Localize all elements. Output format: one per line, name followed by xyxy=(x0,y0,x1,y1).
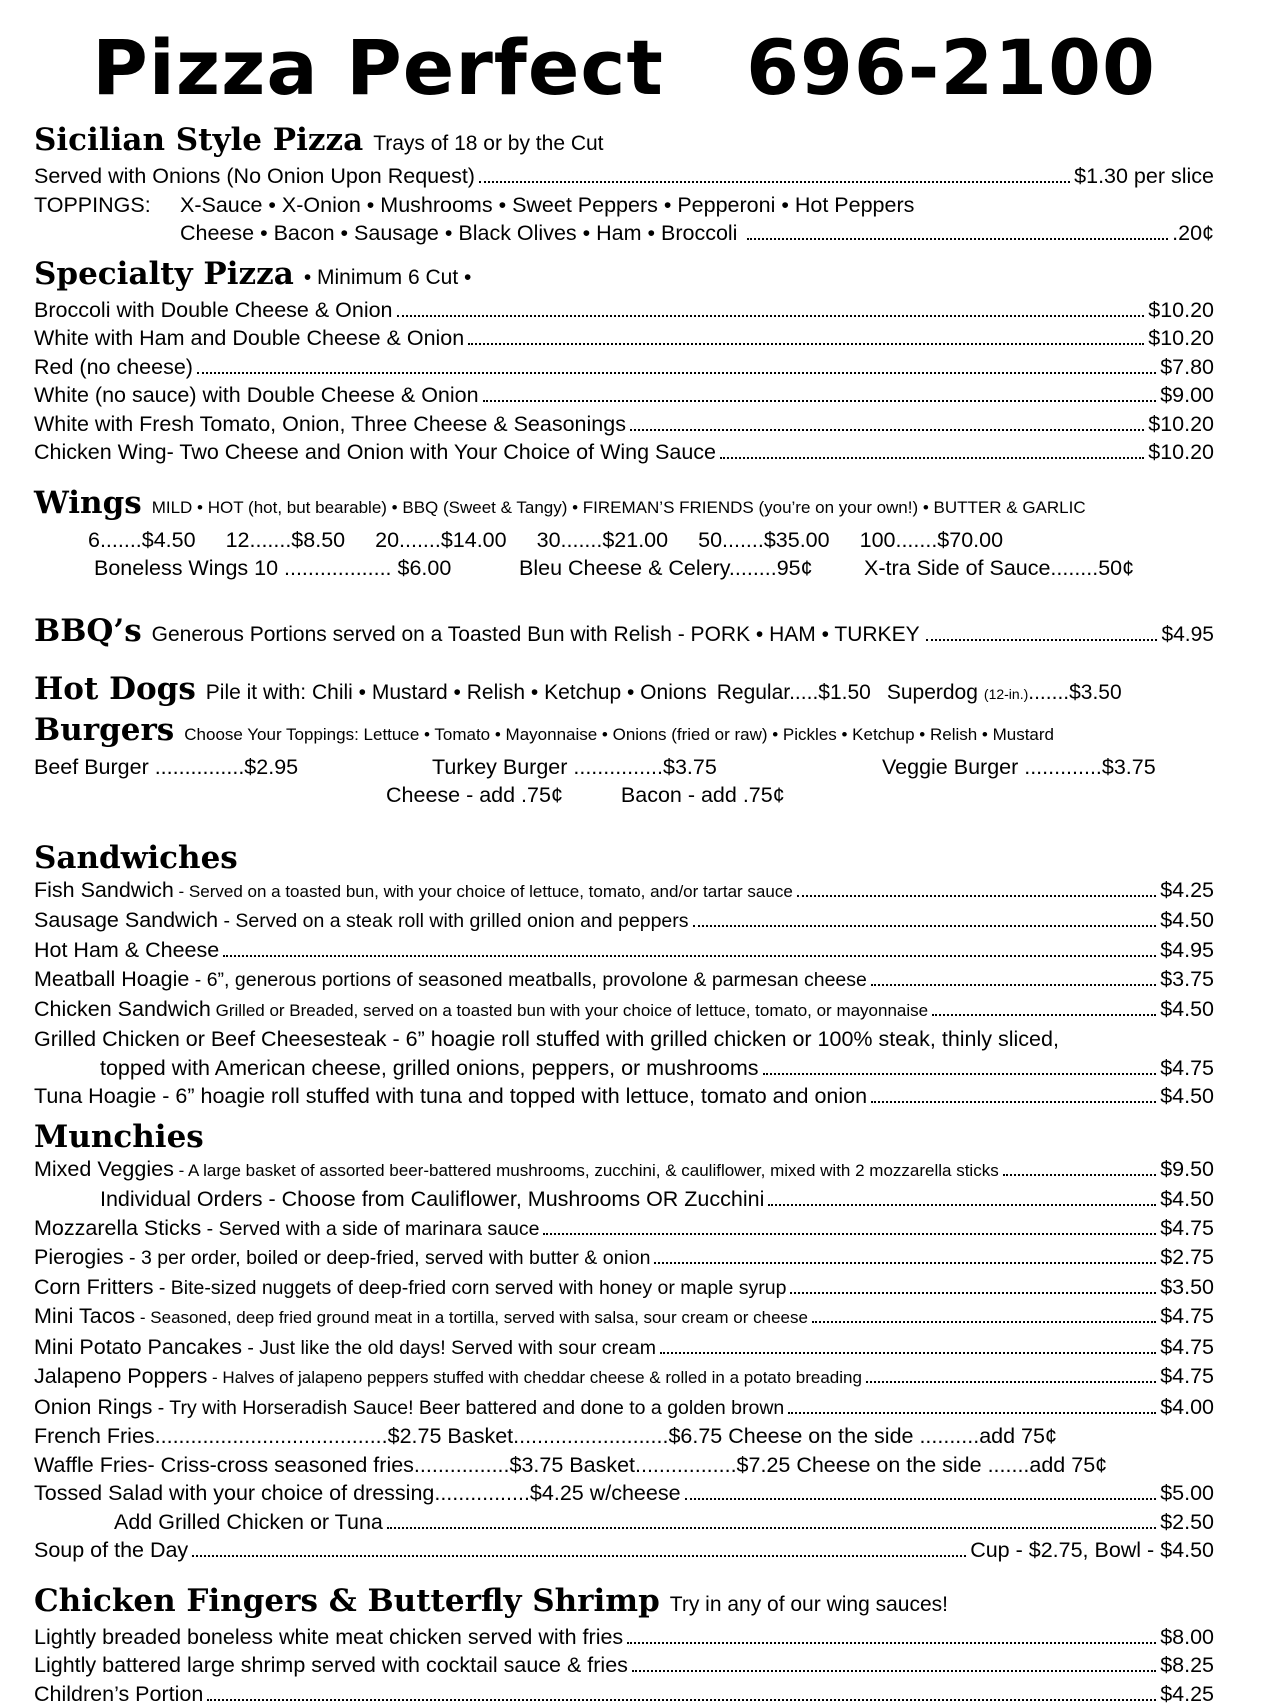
item-name: Served with Onions (No Onion Upon Request) xyxy=(34,162,475,191)
item-name: Sausage Sandwich xyxy=(34,908,218,932)
item-desc: - A large basket of assorted beer-battered mushrooms, zucchini, & cauliflower, mixed with 2 mozzarella sticks xyxy=(174,1161,999,1180)
munchies-heading: Munchies xyxy=(34,1119,1214,1155)
item-name: topped with American cheese, grilled onions, peppers, or mushrooms xyxy=(100,1054,759,1083)
bbq-heading xyxy=(34,613,1214,653)
leader-dots xyxy=(747,238,1168,240)
burgers-heading xyxy=(34,712,1214,753)
wing-count: 12.......$8.50 xyxy=(226,528,346,552)
item-name: White with Fresh Tomato, Onion, Three Cheese & Seasonings xyxy=(34,412,626,436)
item-price: $7.80 xyxy=(1160,353,1214,382)
bbq-title: BBQ’s xyxy=(34,613,142,649)
regular-price: Regular.....$1.50 xyxy=(717,681,871,704)
cheesesteak-line: Grilled Chicken or Beef Cheesesteak - 6” hoagie roll stuffed with grilled chicken or 100% steak, thinly sliced, xyxy=(34,1025,1214,1054)
item-price: $4.25 xyxy=(1160,876,1214,905)
item-price: $4.95 xyxy=(1160,936,1214,965)
item-price: $10.20 xyxy=(1148,324,1214,353)
item-price: $4.50 xyxy=(1160,995,1214,1024)
wings-section xyxy=(34,485,1214,583)
item-name: Waffle Fries- xyxy=(34,1453,155,1477)
menu-item xyxy=(34,1393,1214,1423)
item-price: $8.00 xyxy=(1160,1623,1214,1652)
wing-count: 6.......$4.50 xyxy=(88,528,196,552)
wings-heading xyxy=(34,485,1214,526)
item-price: $10.20 xyxy=(1148,438,1214,467)
munchies-section xyxy=(34,1119,1214,1565)
leader-dots xyxy=(685,1498,1157,1500)
item-name: Fish Sandwich xyxy=(34,878,174,902)
item-name: Pierogies xyxy=(34,1245,124,1269)
menu-item xyxy=(34,162,1214,191)
item-price: $4.75 xyxy=(1160,1054,1214,1083)
item-price: $4.75 xyxy=(1160,1214,1214,1243)
item-desc: - Just like the old days! Served with sour cream xyxy=(242,1337,656,1359)
turkey-burger: Turkey Burger ...............$3.75 xyxy=(432,753,882,782)
bleu-cheese: Bleu Cheese & Celery........95¢ xyxy=(519,554,864,583)
menu-item xyxy=(34,1214,1214,1244)
bbq-section xyxy=(34,613,1214,653)
item-name: Tossed Salad with your choice of dressing................$4.25 w/cheese xyxy=(34,1479,681,1508)
specialty-list xyxy=(34,296,1214,467)
leader-dots xyxy=(660,1352,1156,1354)
leader-dots xyxy=(768,1204,1156,1206)
burger-prices xyxy=(34,753,1214,782)
superdog-size: (12-in.) xyxy=(984,686,1028,702)
sandwich-list xyxy=(34,876,1214,1026)
wing-count: 100.......$70.00 xyxy=(860,528,1003,552)
leader-dots xyxy=(207,1699,1156,1701)
item-desc: Criss-cross seasoned fries................$3.75 Basket.................$7.25 Cheese on the side .......add 75¢ xyxy=(155,1453,1107,1477)
leader-dots xyxy=(812,1321,1156,1323)
item-name: Mini Tacos xyxy=(34,1304,135,1328)
leader-dots xyxy=(790,1292,1156,1294)
leader-dots xyxy=(926,639,1158,641)
toppings-line: X-Sauce • X-Onion • Mushrooms • Sweet Peppers • Pepperoni • Hot Peppers xyxy=(180,191,1214,220)
item-price: $2.75 xyxy=(1160,1243,1214,1272)
menu-item xyxy=(34,1508,1214,1537)
leader-dots xyxy=(543,1233,1156,1235)
item-price: $10.20 xyxy=(1148,296,1214,325)
sandwiches-section xyxy=(34,840,1214,1111)
item-price: $3.75 xyxy=(1160,965,1214,994)
item-name: Red (no cheese) xyxy=(34,355,193,379)
extra-sauce: X-tra Side of Sauce........50¢ xyxy=(864,554,1134,583)
menu-item xyxy=(34,353,1214,382)
leader-dots xyxy=(932,1014,1156,1016)
item-desc: - 6”, generous portions of seasoned meatballs, provolone & parmesan cheese xyxy=(189,969,866,991)
leader-dots xyxy=(483,400,1157,402)
sicilian-title: Sicilian Style Pizza xyxy=(34,122,363,158)
item-desc: - Served with a side of marinara sauce xyxy=(201,1218,539,1240)
leader-dots xyxy=(468,343,1144,345)
item-name: Meatball Hoagie xyxy=(34,967,189,991)
item-price: $4.75 xyxy=(1160,1333,1214,1362)
page-title: Pizza Perfect 696-2100 xyxy=(34,22,1214,114)
item-name: Mixed Veggies xyxy=(34,1157,174,1181)
leader-dots xyxy=(871,984,1156,986)
hotdogs-note: Pile it with: Chili • Mustard • Relish • Ketchup • Onions xyxy=(206,681,707,704)
item-price: $2.50 xyxy=(1160,1508,1214,1537)
item-price: $4.95 xyxy=(1161,617,1214,653)
menu-item xyxy=(34,324,1214,353)
menu-item xyxy=(34,1082,1214,1111)
menu-item xyxy=(34,936,1214,966)
menu-item xyxy=(34,1479,1214,1508)
item-price: Cup - $2.75, Bowl - $4.50 xyxy=(970,1536,1214,1565)
fingers-heading xyxy=(34,1583,1214,1623)
item-name: Mozzarella Sticks xyxy=(34,1216,201,1240)
wings-note: MILD • HOT (hot, but bearable) • BBQ (Sweet & Tangy) • FIREMAN’S FRIENDS (you’re on your own!) • BUTTER & GARLIC xyxy=(152,498,1086,517)
item-desc: - Served on a steak roll with grilled onion and peppers xyxy=(218,910,688,932)
beef-burger: Beef Burger ...............$2.95 xyxy=(34,753,432,782)
boneless-wings: Boneless Wings 10 .................. $6.00 xyxy=(94,554,519,583)
bacon-addon: Bacon - add .75¢ xyxy=(621,783,785,807)
leader-dots xyxy=(197,372,1156,374)
menu-item xyxy=(34,1273,1214,1303)
item-name: Hot Ham & Cheese xyxy=(34,938,219,962)
leader-dots xyxy=(1003,1174,1156,1176)
menu-item xyxy=(34,296,1214,325)
item-name: Chicken Wing- Two Cheese and Onion with Your Choice of Wing Sauce xyxy=(34,440,716,464)
leader-dots xyxy=(763,1073,1157,1075)
item-price: $1.30 per slice xyxy=(1074,162,1214,191)
item-price: $9.00 xyxy=(1160,381,1214,410)
leader-dots xyxy=(693,925,1157,927)
menu-item xyxy=(34,1155,1214,1186)
item-desc: Grilled or Breaded, served on a toasted bun with your choice of lettuce, tomato, or mayonnaise xyxy=(211,1001,928,1020)
item-name: Chicken Sandwich xyxy=(34,997,211,1021)
leader-dots xyxy=(788,1412,1156,1414)
leader-dots xyxy=(192,1555,966,1557)
menu-item xyxy=(34,1623,1214,1652)
specialty-note: • Minimum 6 Cut • xyxy=(304,266,472,289)
bbq-note: Generous Portions served on a Toasted Bun with Relish - PORK • HAM • TURKEY xyxy=(152,617,920,653)
item-price: $3.50 xyxy=(1160,1273,1214,1302)
menu-item xyxy=(34,1362,1214,1393)
item-name: Individual Orders - Choose from Cauliflower, Mushrooms OR Zucchini xyxy=(100,1185,764,1214)
item-name: White (no sauce) with Double Cheese & Onion xyxy=(34,383,479,407)
item-name: Lightly breaded boneless white meat chicken served with fries xyxy=(34,1625,623,1649)
item-desc: - 3 per order, boiled or deep-fried, served with butter & onion xyxy=(124,1247,651,1269)
menu-item xyxy=(34,1243,1214,1273)
toppings-row xyxy=(34,219,1214,248)
menu-item xyxy=(34,1333,1214,1363)
fingers-list xyxy=(34,1623,1214,1708)
item-desc: - Halves of jalapeno peppers stuffed with cheddar cheese & rolled in a potato breading xyxy=(207,1368,862,1387)
wing-count: 50.......$35.00 xyxy=(698,528,830,552)
menu-item xyxy=(34,995,1214,1026)
hotdogs-title: Hot Dogs xyxy=(34,671,196,707)
wing-count: 20.......$14.00 xyxy=(375,528,507,552)
burger-addons xyxy=(34,781,1214,810)
item-name: Onion Rings xyxy=(34,1395,152,1419)
sicilian-section xyxy=(34,122,1214,248)
item-name: Add Grilled Chicken or Tuna xyxy=(114,1508,383,1537)
item-desc: - Bite-sized nuggets of deep-fried corn served with honey or maple syrup xyxy=(153,1277,786,1299)
menu-item xyxy=(34,1302,1214,1333)
item-price: .20¢ xyxy=(1172,219,1214,248)
menu-page xyxy=(34,22,1214,1708)
menu-item xyxy=(34,876,1214,907)
leader-dots xyxy=(627,1642,1156,1644)
item-name: Broccoli with Double Cheese & Onion xyxy=(34,298,393,322)
leader-dots xyxy=(479,181,1070,183)
toppings-label: TOPPINGS: xyxy=(34,191,180,220)
item-price: $5.00 xyxy=(1160,1479,1214,1508)
item-price: $4.50 xyxy=(1160,1185,1214,1214)
item-name: White with Ham and Double Cheese & Onion xyxy=(34,326,464,350)
specialty-section xyxy=(34,256,1214,467)
superdog-label: Superdog xyxy=(887,681,978,704)
menu-item xyxy=(34,381,1214,410)
hotdogs-section xyxy=(34,671,1214,712)
item-desc: - Served on a toasted bun, with your choice of lettuce, tomato, and/or tartar sauce xyxy=(174,882,793,901)
burgers-note: Choose Your Toppings: Lettuce • Tomato • Mayonnaise • Onions (fried or raw) • Pickles • Ketchup • Relish • Mustard xyxy=(184,725,1054,744)
sicilian-heading xyxy=(34,122,1214,162)
menu-item xyxy=(34,1651,1214,1680)
veggie-burger: Veggie Burger .............$3.75 xyxy=(882,753,1156,782)
fingers-section xyxy=(34,1583,1214,1708)
item-price: $10.20 xyxy=(1148,410,1214,439)
burgers-section xyxy=(34,712,1214,810)
sicilian-note: Trays of 18 or by the Cut xyxy=(373,132,603,155)
leader-dots xyxy=(630,429,1144,431)
menu-item xyxy=(34,1054,1214,1083)
hotdogs-heading xyxy=(34,671,1214,712)
superdog-price: .......$3.50 xyxy=(1028,681,1121,704)
item-price: $4.25 xyxy=(1160,1680,1214,1708)
item-price: $4.00 xyxy=(1160,1393,1214,1422)
item-name: Corn Fritters xyxy=(34,1275,153,1299)
fingers-note: Try in any of our wing sauces! xyxy=(670,1593,948,1616)
item-desc: - Seasoned, deep fried ground meat in a tortilla, served with salsa, sour cream or cheese xyxy=(135,1308,808,1327)
leader-dots xyxy=(387,1527,1156,1529)
leader-dots xyxy=(871,1101,1156,1103)
menu-item xyxy=(34,1185,1214,1214)
menu-item xyxy=(34,410,1214,439)
item-price: $4.50 xyxy=(1160,906,1214,935)
item-price: $8.25 xyxy=(1160,1651,1214,1680)
toppings-row xyxy=(34,191,1214,220)
item-name: Mini Potato Pancakes xyxy=(34,1335,242,1359)
sandwiches-heading: Sandwiches xyxy=(34,840,1214,876)
cheese-addon: Cheese - add .75¢ xyxy=(386,783,563,807)
leader-dots xyxy=(632,1670,1156,1672)
menu-item xyxy=(34,1536,1214,1565)
toppings-line: Cheese • Bacon • Sausage • Black Olives • Ham • Broccoli xyxy=(180,219,737,248)
item-price: $4.75 xyxy=(1160,1302,1214,1331)
item-price: $4.50 xyxy=(1160,1082,1214,1111)
fingers-title: Chicken Fingers & Butterfly Shrimp xyxy=(34,1583,660,1619)
item-price: $4.75 xyxy=(1160,1362,1214,1391)
munchies-list xyxy=(34,1214,1214,1423)
item-name: Children’s Portion xyxy=(34,1682,203,1706)
menu-item xyxy=(34,906,1214,936)
item-price: $9.50 xyxy=(1160,1155,1214,1184)
french-fries-line: French Fries.......................................$2.75 Basket..........................$6.75 Cheese on the side ..........add 75¢ xyxy=(34,1422,1214,1451)
leader-dots xyxy=(866,1381,1156,1383)
menu-item xyxy=(34,438,1214,467)
item-name: Soup of the Day xyxy=(34,1536,188,1565)
wing-extras xyxy=(34,554,1214,583)
wing-count: 30.......$21.00 xyxy=(537,528,669,552)
leader-dots xyxy=(797,895,1156,897)
item-name: Tuna Hoagie - 6” hoagie roll stuffed with tuna and topped with lettuce, tomato and onion xyxy=(34,1082,867,1111)
item-name: Jalapeno Poppers xyxy=(34,1364,207,1388)
leader-dots xyxy=(720,457,1144,459)
item-desc: - Try with Horseradish Sauce! Beer battered and done to a golden brown xyxy=(152,1397,784,1419)
waffle-fries-line xyxy=(34,1451,1214,1480)
item-name: Lightly battered large shrimp served with cocktail sauce & fries xyxy=(34,1653,628,1677)
specialty-title: Specialty Pizza xyxy=(34,256,294,292)
leader-dots xyxy=(223,955,1156,957)
burgers-title: Burgers xyxy=(34,712,174,748)
leader-dots xyxy=(654,1262,1156,1264)
menu-item xyxy=(34,1680,1214,1708)
menu-item xyxy=(34,965,1214,995)
wing-counts xyxy=(34,526,1214,555)
specialty-heading xyxy=(34,256,1214,296)
wings-title: Wings xyxy=(34,485,142,521)
leader-dots xyxy=(397,315,1145,317)
